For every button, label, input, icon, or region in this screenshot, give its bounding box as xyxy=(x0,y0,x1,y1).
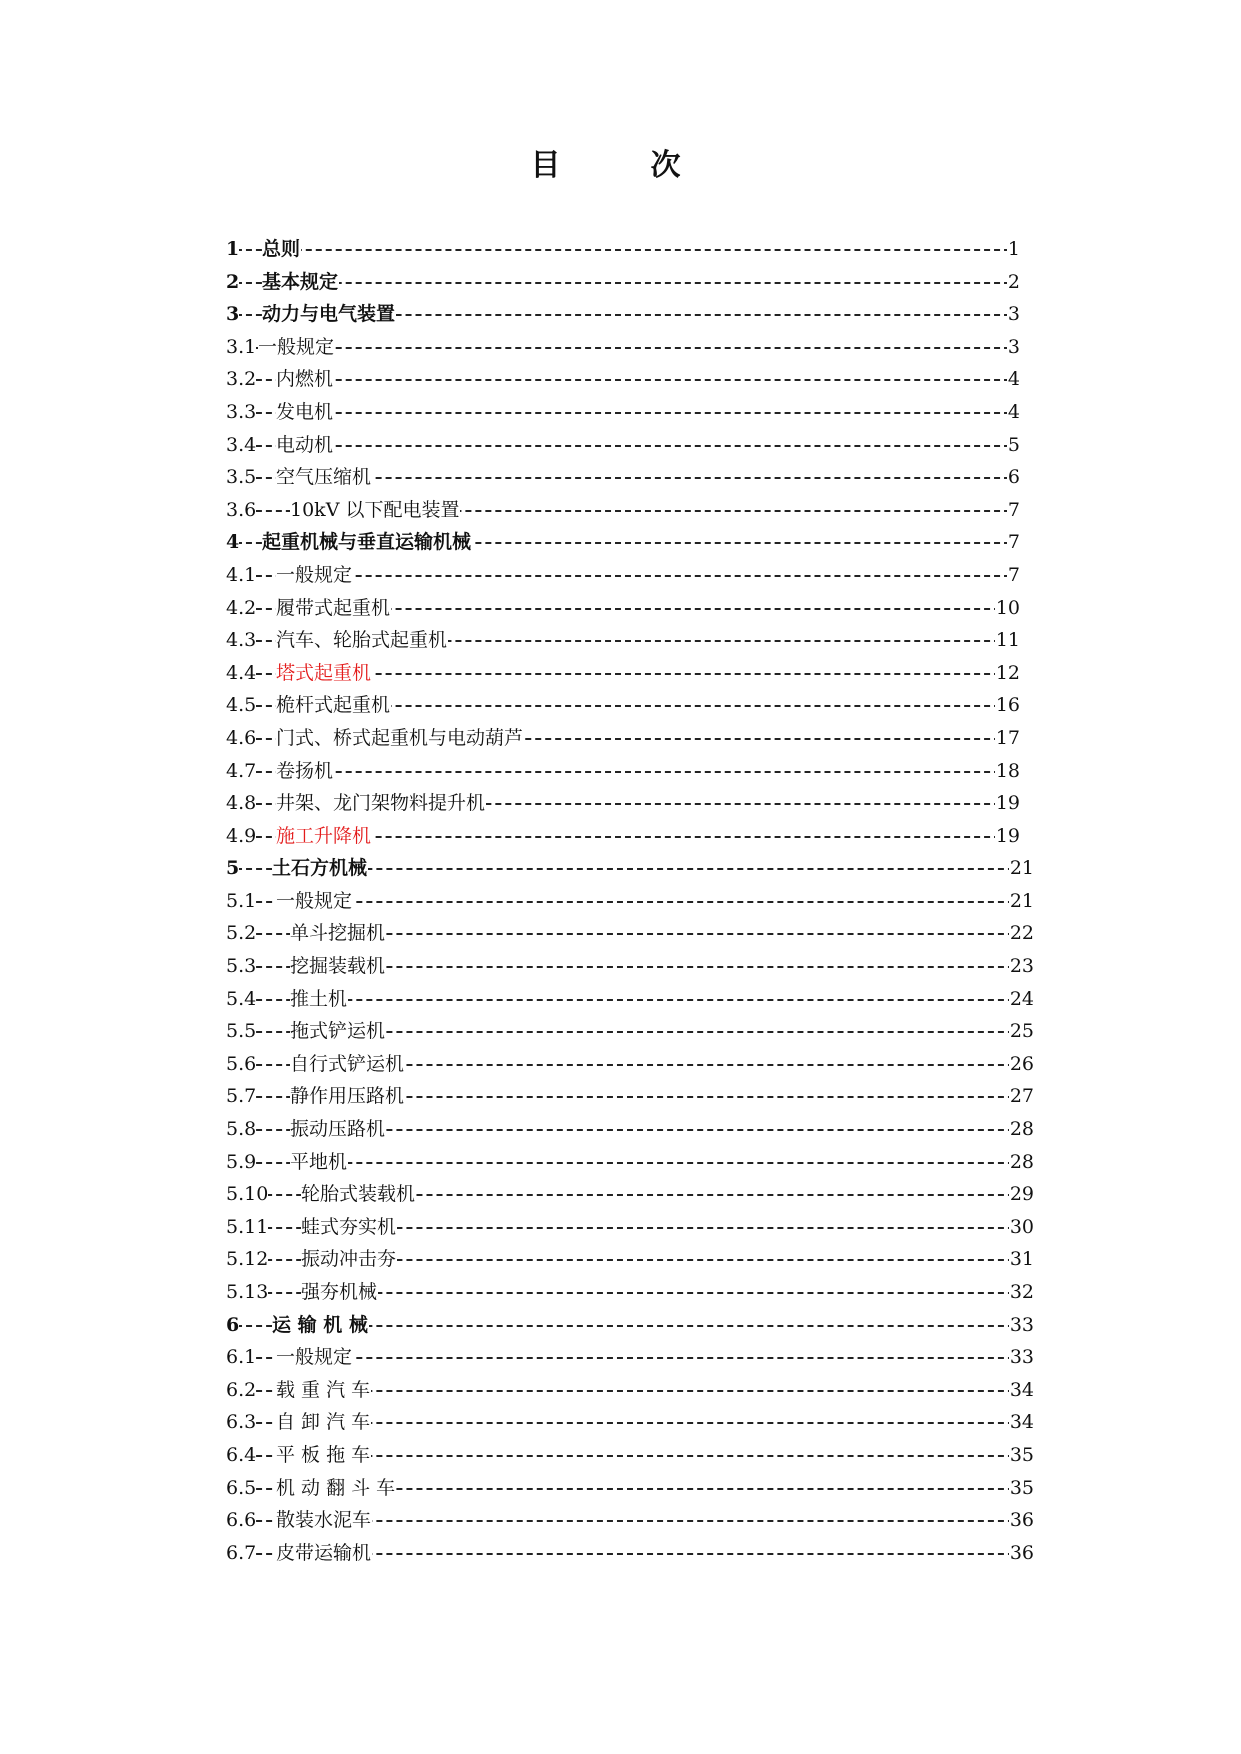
toc-entry[interactable] xyxy=(226,820,1020,853)
toc-entry[interactable] xyxy=(226,1146,1034,1179)
toc-entry-label: 内燃机 xyxy=(276,363,334,396)
toc-entry-number: 5.11 xyxy=(226,1211,268,1244)
toc-entry[interactable] xyxy=(226,1472,1034,1505)
toc-entry-label: 平 板 拖 车 xyxy=(276,1439,371,1472)
toc-entry-label: 散装水泥车 xyxy=(276,1504,372,1537)
toc-entry-number: 6.6 xyxy=(226,1504,256,1537)
toc-entry-label: 平地机 xyxy=(290,1146,348,1179)
toc-entry-label: 蛙式夯实机 xyxy=(301,1211,397,1244)
toc-entry-label: 基本规定 xyxy=(262,266,339,299)
toc-entry-number: 4.1 xyxy=(226,559,256,592)
toc-entry-number: 5.9 xyxy=(226,1146,256,1179)
toc-entry-page: 34 xyxy=(1009,1406,1034,1439)
toc-entry[interactable] xyxy=(226,1243,1034,1276)
toc-entry[interactable] xyxy=(226,494,1020,527)
toc-entry-label: 起重机械与垂直运输机械 xyxy=(262,526,472,559)
toc-entry-label: 载 重 汽 车 xyxy=(276,1374,371,1407)
toc-entry[interactable] xyxy=(226,787,1020,820)
toc-entry-number: 6.3 xyxy=(226,1406,256,1439)
toc-entry-page: 30 xyxy=(1009,1211,1034,1244)
toc-entry[interactable] xyxy=(226,1048,1034,1081)
toc-entry[interactable] xyxy=(226,885,1034,918)
dotted-leader xyxy=(226,249,1020,251)
toc-entry-page: 25 xyxy=(1009,1015,1034,1048)
toc-entry[interactable] xyxy=(226,1341,1034,1374)
toc-entry-number: 6.7 xyxy=(226,1537,256,1570)
toc-entry-label: 施工升降机 xyxy=(276,820,372,853)
toc-entry[interactable] xyxy=(226,950,1034,983)
toc-entry-label: 皮带运输机 xyxy=(276,1537,372,1570)
toc-entry-label: 一般规定 xyxy=(276,1341,353,1374)
toc-entry[interactable] xyxy=(226,1276,1034,1309)
toc-entry-number: 5.8 xyxy=(226,1113,256,1146)
toc-entry-number: 5 xyxy=(226,852,239,885)
toc-entry-number: 6 xyxy=(226,1309,239,1342)
toc-entry-number: 3.2 xyxy=(226,363,256,396)
toc-entry[interactable] xyxy=(226,1178,1034,1211)
toc-entry[interactable] xyxy=(226,689,1020,722)
toc-entry-label: 发电机 xyxy=(276,396,334,429)
toc-entry[interactable] xyxy=(226,722,1020,755)
toc-entry-page: 19 xyxy=(995,820,1020,853)
toc-entry-page: 19 xyxy=(995,787,1020,820)
toc-entry[interactable] xyxy=(226,559,1020,592)
toc-entry-page: 2 xyxy=(1007,266,1020,299)
toc-entry-number: 5.10 xyxy=(226,1178,268,1211)
toc-entry-number: 4.2 xyxy=(226,592,256,625)
toc-entry-page: 12 xyxy=(995,657,1020,690)
toc-entry-number: 5.5 xyxy=(226,1015,256,1048)
toc-entry[interactable] xyxy=(226,429,1020,462)
toc-entry-page: 36 xyxy=(1009,1537,1034,1570)
toc-entry-number: 4.7 xyxy=(226,755,256,788)
toc-entry-label: 静作用压路机 xyxy=(290,1080,405,1113)
toc-entry-label: 运 输 机 械 xyxy=(272,1309,369,1342)
toc-entry-label: 自行式铲运机 xyxy=(290,1048,405,1081)
toc-entry-number: 4.6 xyxy=(226,722,256,755)
toc-entry-page: 4 xyxy=(1007,396,1020,429)
toc-entry-number: 6.4 xyxy=(226,1439,256,1472)
toc-entry-page: 3 xyxy=(1007,298,1020,331)
toc-entry[interactable] xyxy=(226,1211,1034,1244)
toc-entry-page: 32 xyxy=(1009,1276,1034,1309)
toc-entry-page: 7 xyxy=(1007,526,1020,559)
toc-entry-number: 6.1 xyxy=(226,1341,256,1374)
toc-entry-page: 5 xyxy=(1007,429,1020,462)
toc-entry[interactable] xyxy=(226,1374,1034,1407)
toc-entry-label: 振动压路机 xyxy=(290,1113,386,1146)
toc-entry-label: 强夯机械 xyxy=(301,1276,378,1309)
toc-entry-page: 33 xyxy=(1009,1309,1034,1342)
toc-entry-page: 26 xyxy=(1009,1048,1034,1081)
toc-entry-page: 24 xyxy=(1009,983,1034,1016)
toc-entry-page: 22 xyxy=(1009,917,1034,950)
toc-entry[interactable] xyxy=(226,1309,1034,1342)
toc-entry-page: 28 xyxy=(1009,1113,1034,1146)
toc-entry-number: 4.5 xyxy=(226,689,256,722)
toc-entry-page: 18 xyxy=(995,755,1020,788)
dotted-leader xyxy=(226,771,1020,773)
toc-entry-page: 3 xyxy=(1007,331,1020,364)
toc-entry-label: 一般规定 xyxy=(258,331,335,364)
toc-entry-label: 动力与电气装置 xyxy=(262,298,396,331)
toc-entry-page: 23 xyxy=(1009,950,1034,983)
dotted-leader xyxy=(226,282,1020,284)
toc-entry-number: 5.4 xyxy=(226,983,256,1016)
toc-entry-label: 总则 xyxy=(262,233,301,266)
toc-entry-page: 35 xyxy=(1009,1439,1034,1472)
toc-entry[interactable] xyxy=(226,461,1020,494)
toc-entry-label: 履带式起重机 xyxy=(276,592,391,625)
toc-entry-number: 3.1 xyxy=(226,331,256,364)
toc-entry-page: 11 xyxy=(995,624,1020,657)
dotted-leader xyxy=(226,412,1020,414)
toc-entry[interactable] xyxy=(226,917,1034,950)
toc-entry[interactable] xyxy=(226,363,1020,396)
toc-entry[interactable] xyxy=(226,298,1020,331)
toc-entry-label: 空气压缩机 xyxy=(276,461,372,494)
toc-entry-number: 4 xyxy=(226,526,239,559)
page-title: 目 次 xyxy=(530,148,711,183)
toc-entry-label: 机 动 翻 斗 车 xyxy=(276,1472,396,1505)
toc-entry[interactable] xyxy=(226,526,1020,559)
toc-entry-number: 4.9 xyxy=(226,820,256,853)
toc-entry-number: 1 xyxy=(226,233,239,266)
toc-entry-number: 5.3 xyxy=(226,950,256,983)
toc-entry[interactable] xyxy=(226,1015,1034,1048)
toc-entry-label: 卷扬机 xyxy=(276,755,334,788)
toc-entry-label: 单斗挖掘机 xyxy=(290,917,386,950)
toc-entry-page: 6 xyxy=(1007,461,1020,494)
toc-entry-number: 6.2 xyxy=(226,1374,256,1407)
toc-entry-label: 一般规定 xyxy=(276,885,353,918)
toc-entry[interactable] xyxy=(226,1113,1034,1146)
toc-entry[interactable] xyxy=(226,755,1020,788)
toc-entry-page: 34 xyxy=(1009,1374,1034,1407)
toc-entry-page: 27 xyxy=(1009,1080,1034,1113)
toc-entry-label: 塔式起重机 xyxy=(276,657,372,690)
toc-entry-page: 33 xyxy=(1009,1341,1034,1374)
toc-entry-number: 3 xyxy=(226,298,239,331)
toc-entry-page: 7 xyxy=(1007,559,1020,592)
toc-entry-page: 16 xyxy=(995,689,1020,722)
toc-entry-page: 28 xyxy=(1009,1146,1034,1179)
toc-entry-number: 4.8 xyxy=(226,787,256,820)
toc-entry-page: 36 xyxy=(1009,1504,1034,1537)
toc-entry[interactable] xyxy=(226,624,1020,657)
toc-entry-number: 5.7 xyxy=(226,1080,256,1113)
toc-entry[interactable] xyxy=(226,1406,1034,1439)
toc-entry-page: 4 xyxy=(1007,363,1020,396)
toc-entry-number: 3.6 xyxy=(226,494,256,527)
toc-entry-number: 5.6 xyxy=(226,1048,256,1081)
toc-entry-label: 汽车、轮胎式起重机 xyxy=(276,624,448,657)
toc-entry[interactable] xyxy=(226,396,1020,429)
toc-entry-number: 3.5 xyxy=(226,461,256,494)
toc-entry-page: 29 xyxy=(1009,1178,1034,1211)
toc-entry[interactable] xyxy=(226,592,1020,625)
toc-entry-number: 5.12 xyxy=(226,1243,268,1276)
toc-entry-label: 一般规定 xyxy=(276,559,353,592)
toc-entry-number: 4.4 xyxy=(226,657,256,690)
toc-entry-number: 5.1 xyxy=(226,885,256,918)
toc-entry-page: 21 xyxy=(1009,885,1034,918)
toc-entry-number: 3.4 xyxy=(226,429,256,462)
toc-entry[interactable] xyxy=(226,1080,1034,1113)
toc-entry-page: 31 xyxy=(1009,1243,1034,1276)
table-of-contents xyxy=(226,233,1034,1569)
toc-entry-label: 轮胎式装载机 xyxy=(301,1178,416,1211)
toc-entry[interactable] xyxy=(226,233,1020,266)
toc-entry-number: 5.13 xyxy=(226,1276,268,1309)
toc-entry-label: 土石方机械 xyxy=(272,852,368,885)
toc-entry-label: 自 卸 汽 车 xyxy=(276,1406,371,1439)
toc-entry-page: 7 xyxy=(1007,494,1020,527)
toc-entry[interactable] xyxy=(226,1439,1034,1472)
toc-entry[interactable] xyxy=(226,983,1034,1016)
toc-entry-label: 门式、桥式起重机与电动葫芦 xyxy=(276,722,524,755)
toc-entry[interactable] xyxy=(226,266,1020,299)
toc-entry-number: 3.3 xyxy=(226,396,256,429)
toc-entry[interactable] xyxy=(226,1537,1034,1570)
toc-entry-label: 井架、龙门架物料提升机 xyxy=(276,787,486,820)
toc-entry-page: 17 xyxy=(995,722,1020,755)
toc-entry[interactable] xyxy=(226,331,1020,364)
toc-entry-number: 6.5 xyxy=(226,1472,256,1505)
toc-entry[interactable] xyxy=(226,1504,1034,1537)
toc-entry-number: 5.2 xyxy=(226,917,256,950)
toc-entry-label: 振动冲击夯 xyxy=(301,1243,397,1276)
toc-entry-label: 推土机 xyxy=(290,983,348,1016)
dotted-leader xyxy=(226,445,1020,447)
toc-entry-label: 电动机 xyxy=(276,429,334,462)
toc-entry-label: 桅杆式起重机 xyxy=(276,689,391,722)
dotted-leader xyxy=(226,347,1020,349)
toc-entry-number: 4.3 xyxy=(226,624,256,657)
toc-entry[interactable] xyxy=(226,657,1020,690)
toc-entry-label: 10kV 以下配电装置 xyxy=(290,494,460,527)
toc-entry-page: 10 xyxy=(995,592,1020,625)
toc-entry-label: 拖式铲运机 xyxy=(290,1015,386,1048)
toc-entry[interactable] xyxy=(226,852,1034,885)
toc-entry-number: 2 xyxy=(226,266,239,299)
toc-entry-label: 挖掘装载机 xyxy=(290,950,386,983)
dotted-leader xyxy=(226,379,1020,381)
toc-entry-page: 1 xyxy=(1007,233,1020,266)
toc-entry-page: 35 xyxy=(1009,1472,1034,1505)
toc-entry-page: 21 xyxy=(1009,852,1034,885)
